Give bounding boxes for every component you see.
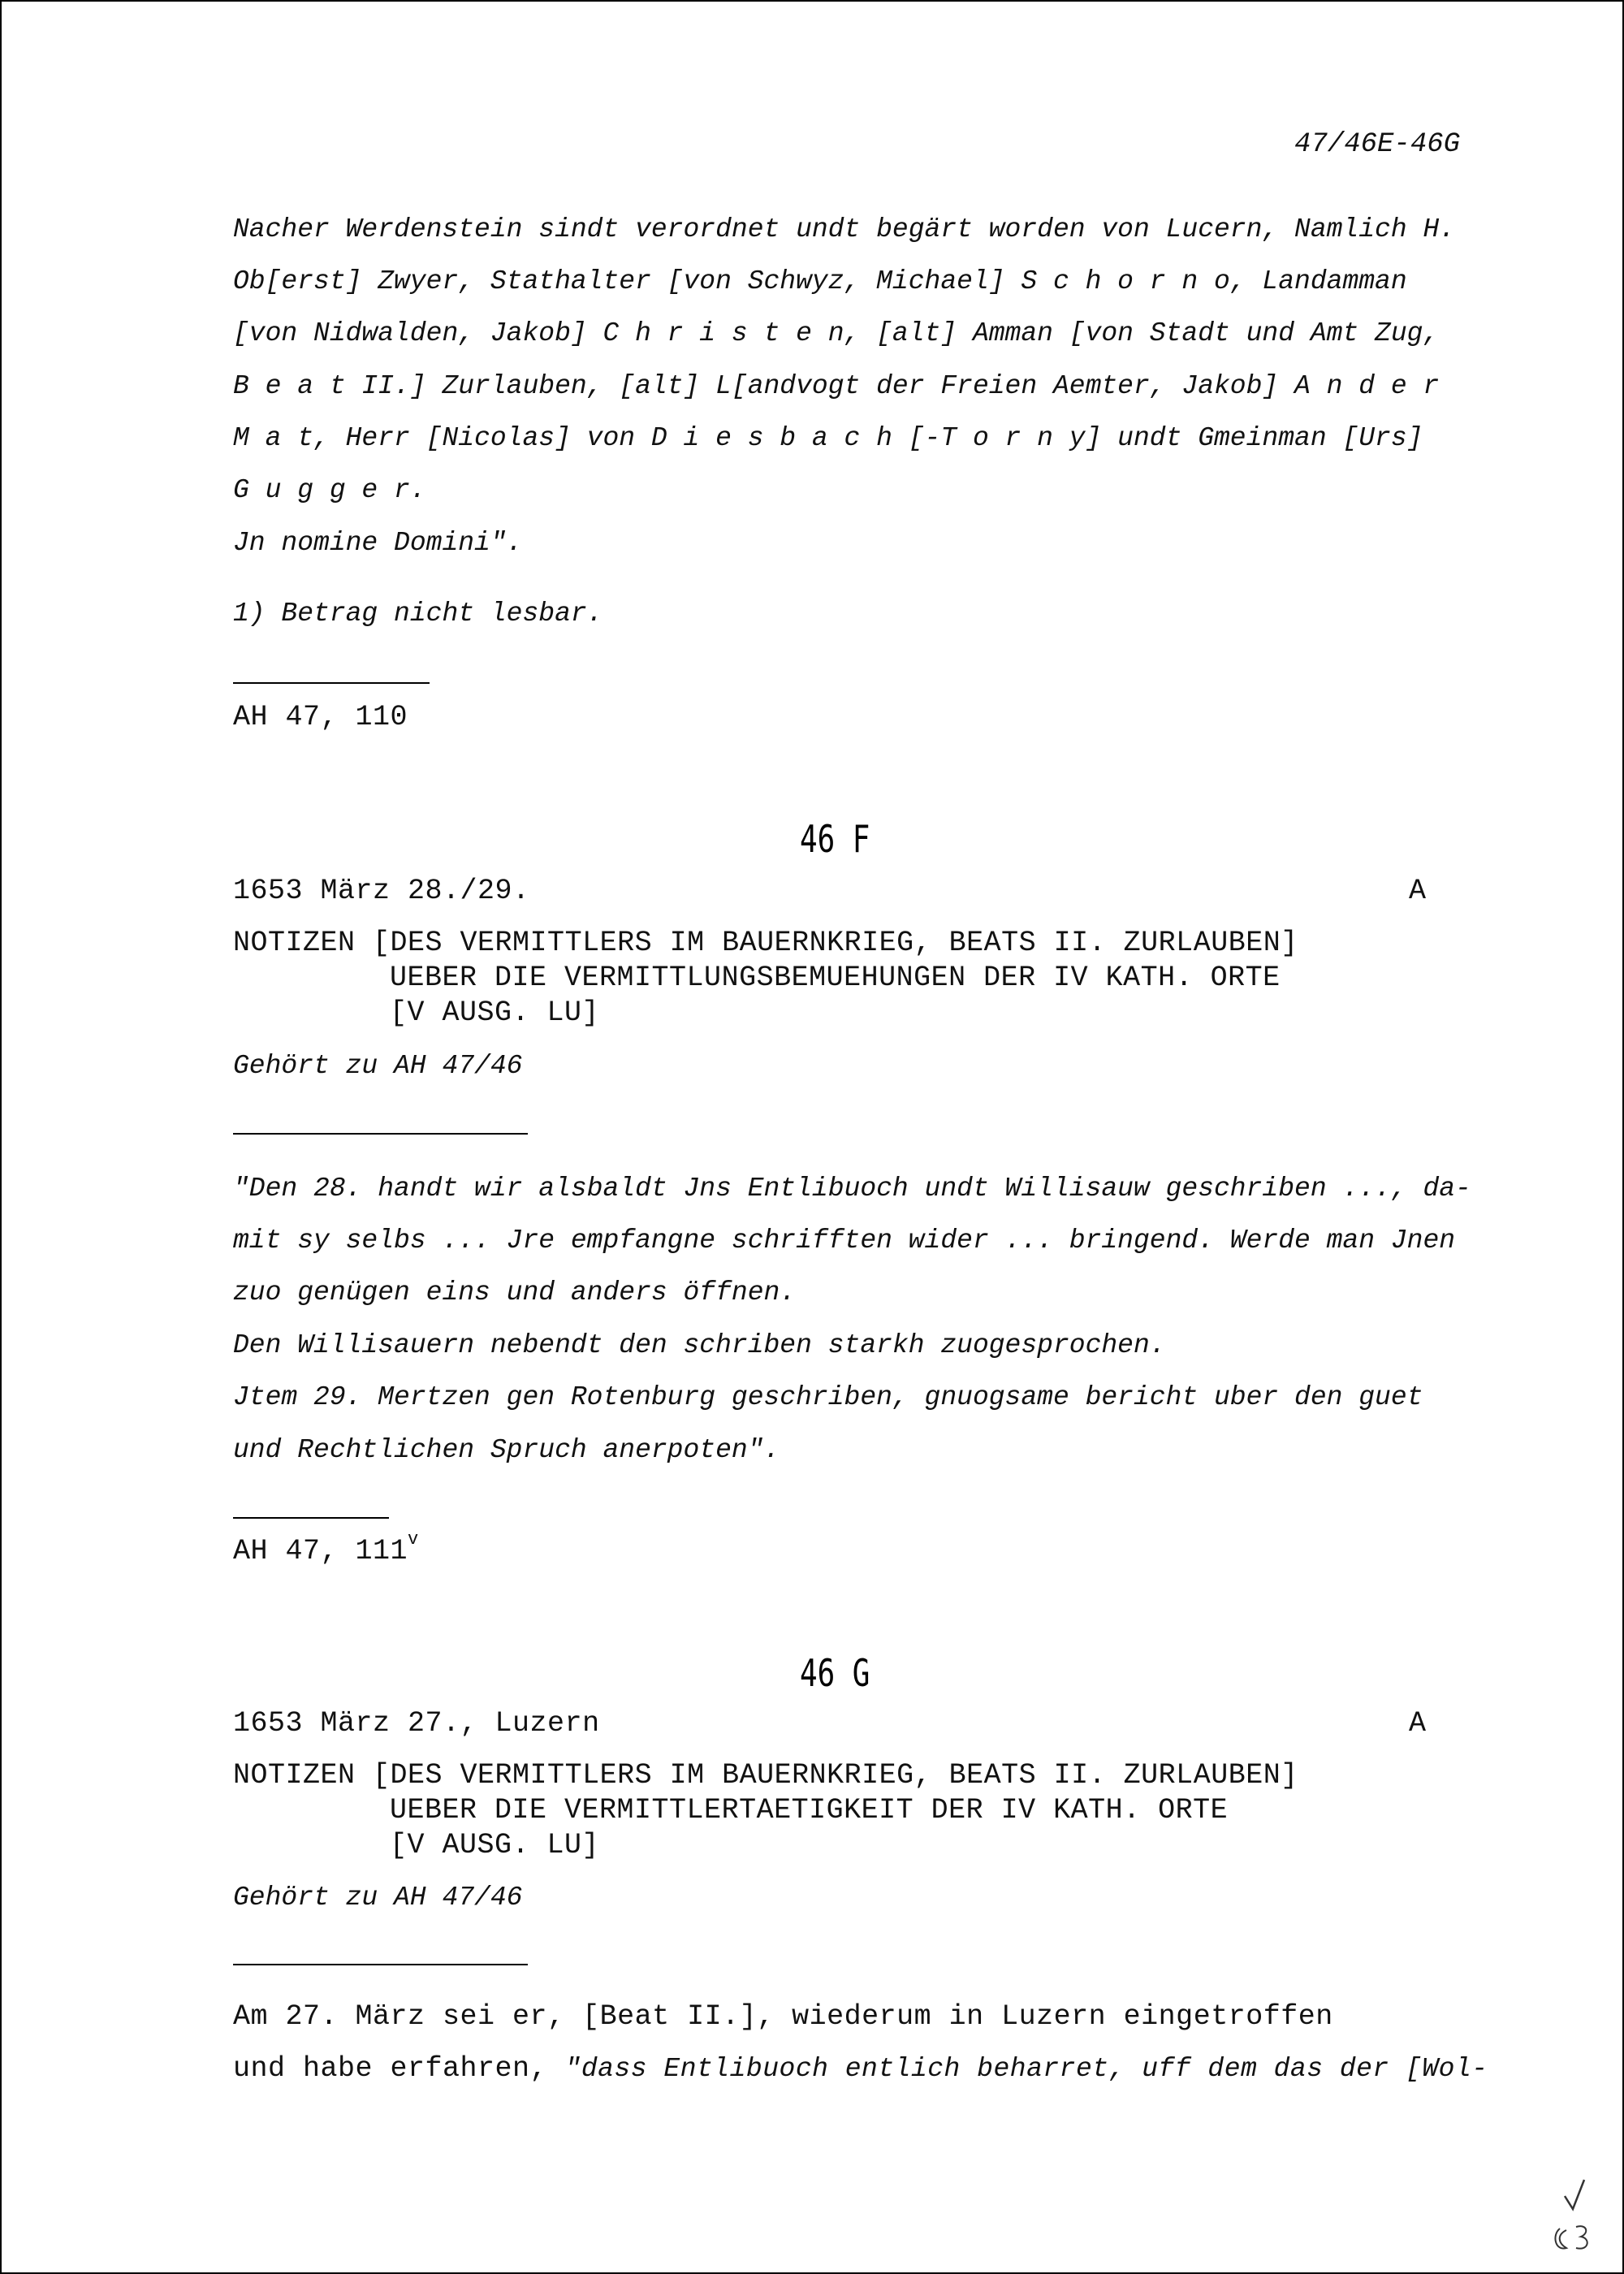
- document-title-line: UEBER DIE VERMITTLERTAETIGKEIT DER IV KATH. ORTE: [390, 1794, 1229, 1827]
- text-line: Jn nomine Domini".: [233, 528, 523, 558]
- divider: [233, 1964, 528, 1965]
- document-number: 46 F: [800, 817, 870, 861]
- text-line: und Rechtlichen Spruch anerpoten".: [233, 1435, 780, 1465]
- divider: [233, 1517, 389, 1519]
- divider: [233, 682, 430, 684]
- document-marker: A: [1409, 875, 1427, 907]
- document-title-line: [V AUSG. LU]: [390, 996, 600, 1029]
- belongs-to-note: Gehört zu AH 47/46: [233, 1051, 523, 1081]
- document-marker: A: [1409, 1707, 1427, 1740]
- text-plain: und habe erfahren,: [233, 2052, 565, 2085]
- document-title-line: NOTIZEN [DES VERMITTLERS IM BAUERNKRIEG, BEATS II. ZURLAUBEN]: [233, 1759, 1298, 1792]
- document-date: 1653 März 28./29.: [233, 875, 530, 907]
- divider: [233, 1133, 528, 1135]
- source-reference: AH 47, 110: [233, 701, 408, 733]
- text-line: Ob[erst] Zwyer, Stathalter [von Schwyz, Michael] S c h o r n o, Landamman: [233, 266, 1407, 296]
- belongs-to-note: Gehört zu AH 47/46: [233, 1883, 523, 1913]
- text-line: mit sy selbs ... Jre empfangne schrifften wider ... bringend. Werde man Jnen: [233, 1226, 1456, 1256]
- document-title-line: NOTIZEN [DES VERMITTLERS IM BAUERNKRIEG, BEATS II. ZURLAUBEN]: [233, 927, 1298, 959]
- text-line: G u g g e r.: [233, 475, 426, 505]
- text-line: "Den 28. handt wir alsbaldt Jns Entlibuoch undt Willisauw geschriben ..., da-: [233, 1174, 1471, 1204]
- handwritten-check-mark: [1548, 2178, 1597, 2259]
- footnote: 1) Betrag nicht lesbar.: [233, 599, 603, 629]
- text-line: [233, 2052, 1488, 2085]
- source-reference: [233, 1529, 419, 1567]
- source-text: AH 47, 111: [233, 1535, 408, 1567]
- text-line: Nacher Werdenstein sindt verordnet undt begärt worden von Lucern, Namlich H.: [233, 214, 1456, 244]
- document-date: 1653 März 27., Luzern: [233, 1707, 600, 1740]
- text-italic-quote: "dass Entlibuoch entlich beharret, uff dem das der [Wol-: [564, 2054, 1488, 2084]
- text-line: [von Nidwalden, Jakob] C h r i s t e n, [alt] Amman [von Stadt und Amt Zug,: [233, 318, 1440, 348]
- document-title-line: UEBER DIE VERMITTLUNGSBEMUEHUNGEN DER IV KATH. ORTE: [390, 962, 1281, 994]
- document-number: 46 G: [800, 1651, 870, 1695]
- page-reference: 47/46E-46G: [1294, 129, 1461, 160]
- text-line: B e a t II.] Zurlauben, [alt] L[andvogt der Freien Aemter, Jakob] A n d e r: [233, 371, 1440, 401]
- text-line: Den Willisauern nebendt den schriben starkh zuogesprochen.: [233, 1330, 1166, 1360]
- text-line: Jtem 29. Mertzen gen Rotenburg geschriben, gnuogsame bericht uber den guet: [233, 1382, 1423, 1412]
- text-line: zuo genügen eins und anders öffnen.: [233, 1278, 797, 1308]
- document-title-line: [V AUSG. LU]: [390, 1829, 600, 1861]
- text-line: M a t, Herr [Nicolas] von D i e s b a c h [-T o r n y] undt Gmeinman [Urs]: [233, 423, 1423, 453]
- text-line: Am 27. März sei er, [Beat II.], wiederum in Luzern eingetroffen: [233, 2000, 1333, 2033]
- source-superscript: v: [408, 1529, 419, 1550]
